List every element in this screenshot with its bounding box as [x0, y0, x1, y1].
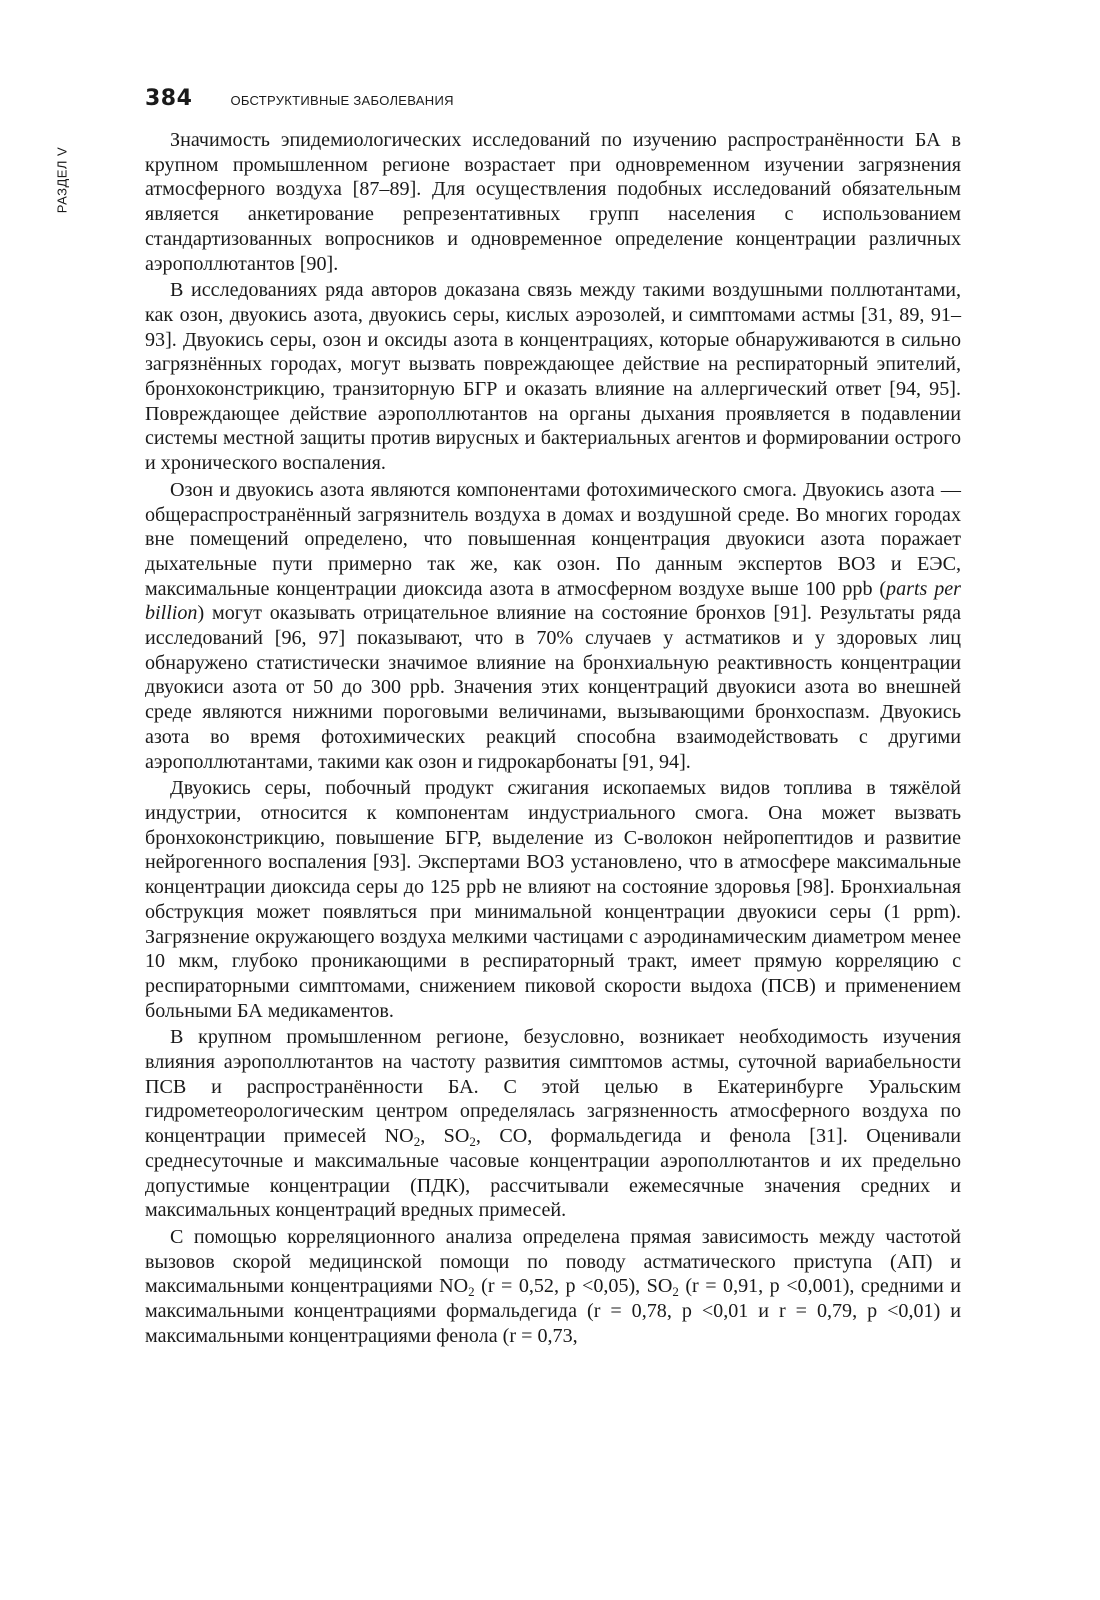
paragraph-5	[145, 1025, 961, 1223]
paragraph-6-text-c: (r = 0,91, p <0,001), средними и максимальными концентрациями формальдегида (r = 0,78, p <0,01 и r = 0,79, p <0,01) и максимальными концентрациями фенола (r = 0,73,	[145, 1275, 961, 1347]
subscript: 2	[413, 1134, 421, 1150]
paragraph-5-text-b: , SO	[420, 1125, 470, 1148]
paragraph-4-text: Двуокись серы, побочный продукт сжигания ископаемых видов топлива в тяжёлой индустрии, относится к компонентам индустриального смога. Она может вызвать бронхоконстрикцию, повышение БГР, выделение из C-волокон нейропептидов и развитие нейрогенного воспаления [93]. Экспертами ВОЗ установлено, что в атмосфере максимальные концентрации диоксида серы до 125 ppb не влияют на состояние здоровья [98]. Бронхиальная обструкция может появляться при минимальной концентрации двуокиси серы (1 ppm). Загрязнение окружающего воздуха мелкими частицами с аэродинамическим диаметром менее 10 мкм, глубоко проникающими в респираторный тракт, имеет прямую корреляцию с респираторными симптомами, снижением пиковой скорости выдоха (ПСВ) и применением больными БА медикаментов.	[145, 777, 961, 1022]
italic-term: parts per billion	[145, 577, 961, 625]
paragraph-6	[145, 1225, 961, 1349]
section-side-label: РАЗДЕЛ V	[54, 146, 70, 214]
paragraph-4	[145, 776, 961, 1023]
subscript: 2	[469, 1134, 476, 1150]
paragraph-1-text: Значимость эпидемиологических исследований по изучению распространённости БА в крупном промышленном регионе возрастает при одновременном изучении загрязнения атмосферного воздуха [87–89]. Для осуществления подобных исследований обязательным является анкетирование репрезентативных групп населения с использованием стандартизованных вопросников и одновременное определение концентрации различных аэрополлютантов [90].	[145, 129, 961, 275]
paragraph-2	[145, 278, 961, 476]
paragraph-1	[145, 128, 961, 276]
paragraph-3-text-b: ) могут оказывать отрицательное влияние на состояние бронхов [91]. Результаты ряда исследований [96, 97] показывают, что в 70% случаев у астматиков и у здоровых лиц обнаружено статистически значимое влияние на бронхиальную реактивность концентрации двуокиси азота от 50 до 300 ppb. Значения этих концентраций двуокиси азота во внешней среде являются нижними пороговыми величинами, вызывающими бронхоспазм. Двуокись азота во время фотохимических реакций способна взаимодействовать с другими аэрополлютантами, такими как озон и гидрокарбонаты [91, 94].	[145, 602, 961, 773]
paragraph-2-text: В исследованиях ряда авторов доказана связь между такими воздушными поллютантами, как озон, двуокись азота, двуокись серы, кислых аэрозолей, и симптомами астмы [31, 89, 91–93]. Двуокись серы, озон и оксиды азота в концентрациях, которые обнаруживаются в сильно загрязнённых городах, могут вызвать повреждающее действие на респираторный эпителий, бронхоконстрикцию, транзиторную БГР и оказать влияние на аллергический ответ [94, 95]. Повреждающее действие аэрополлютантов на органы дыхания проявляется в подавлении системы местной защиты против вирусных и бактериальных агентов и формировании острого и хронического воспаления.	[145, 279, 961, 475]
paragraph-6-text-a: С помощью корреляционного анализа определена прямая зависимость между частотой вызовов скорой медицинской помощи по поводу астматического приступа (АП) и максимальными концентрациями NO	[145, 1225, 961, 1298]
paragraph-5-text-a: В крупном промышленном регионе, безусловно, возникает необходимость изучения влияния аэрополлютантов на частоту развития симптомов астмы, суточной вариабельности ПСВ и распространённости БА. С этой целью в Екатеринбурге Уральским гидрометеорологическим центром определялась загрязненность атмосферного воздуха по концентрации примесей NO	[145, 1026, 961, 1148]
running-head: ОБСТРУКТИВНЫЕ ЗАБОЛЕВАНИЯ	[230, 93, 454, 108]
paragraph-3-text-a: Озон и двуокись азота являются компонентами фотохимического смога. Двуокись азота — общераспространённый загрязнитель воздуха в домах и воздушной среде. Во многих городах вне помещений определено, что повышенная концентрация двуокиси азота поражает дыхательные пути примерно так же, как озон. По данным экспертов ВОЗ и ЕЭС, максимальные концентрации диоксида азота в атмосферном воздухе выше 100 ppb (	[145, 478, 961, 600]
page-header	[145, 86, 454, 116]
subscript: 2	[468, 1284, 475, 1300]
page-number: 384	[145, 86, 193, 111]
subscript: 2	[672, 1284, 679, 1300]
paragraph-6-text-b: (r = 0,52, p <0,05), SO	[474, 1275, 673, 1298]
body-text	[145, 128, 961, 1348]
paragraph-3	[145, 478, 961, 774]
paragraph-5-text-c: , CO, формальдегида и фенола [31]. Оценивали среднесуточные и максимальные часовые концентрации аэрополлютантов и их предельно допустимые концентрации (ПДК), рассчитывали ежемесячные значения средних и максимальных концентраций вредных примесей.	[145, 1125, 961, 1222]
